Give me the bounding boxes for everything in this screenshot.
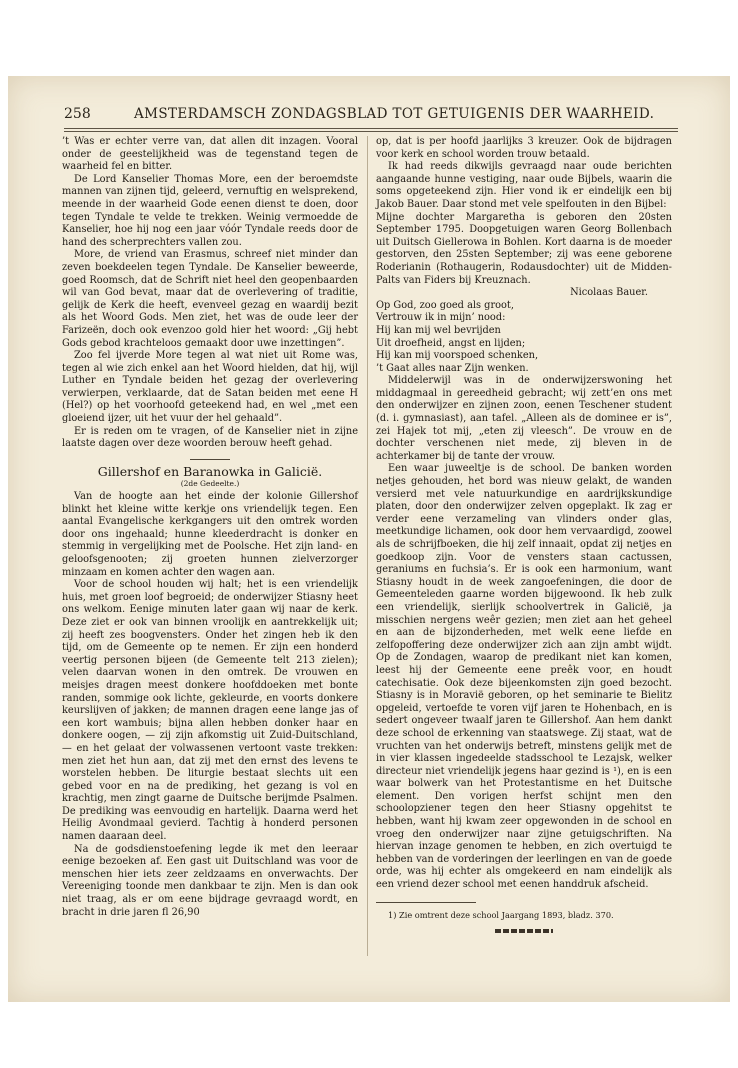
- paragraph: Na de godsdienstoefening legde ik met den leeraar eenige bezoeken af. Een gast uit Duitschland was voor de menschen hier iets zeer zeldzaams en onverwachts. Der Vereeniging toonde men dankbaar te zijn. Men is dan ook niet traag, als er om eene bijdrage gevraagd wordt, en bracht in drie jaren fl 26,90: [62, 843, 358, 918]
- paragraph: Middelerwijl was in de onderwijzerswoning het middagmaal in gereedheid gebracht; wij zett’en ons met den onderwijzer en zijnen zoon, eenen Teschener student (d. i. gymnasiast), aan tafel. „Alleen als de dominee er is”, zei Hajek tot mij, „eten zij vleesch”. De vrouw en de dochter verschenen niet mede, zij bleven in de achterkamer bij de tante der vrouw.: [376, 375, 672, 462]
- paragraph: ’t Was er echter verre van, dat allen dit inzagen. Vooral onder de geestelijkheid was de tegenstand tegen de waarheid fel en bitter.: [62, 136, 358, 173]
- end-ornament: [495, 929, 553, 933]
- poem-line: ’t Gaat alles naar Zijn wenken.: [376, 362, 529, 374]
- poem-line: Hij kan mij voorspoed schenken,: [376, 350, 539, 362]
- right-column: [376, 136, 672, 933]
- header-rule-thin: [64, 131, 678, 132]
- header-rule: [64, 128, 678, 129]
- paragraph: op, dat is per hoofd jaarlijks 3 kreuzer. Ook de bijdragen voor kerk en school worden trouw betaald.: [376, 136, 672, 160]
- poem-line: Uit droefheid, angst en lijden;: [376, 337, 526, 349]
- footnote: 1) Zie omtrent deze school Jaargang 1893, bladz. 370.: [388, 909, 614, 920]
- paragraph: Ik had reeds dikwijls gevraagd naar oude berichten aangaande hunne vestiging, naar oude Bijbels, waarin die soms opgeteekend zijn. Hier vond ik er eindelijk een bij Jakob Bauer. Daar stond met vele spelfouten in den Bijbel:: [376, 161, 672, 210]
- inscription-signature: Nicolaas Bauer.: [570, 287, 648, 299]
- paragraph: Zoo fel ijverde More tegen al wat niet uit Rome was, tegen al wie zich enkel aan het Woord hielden, dat hij, wijl Luther en Tyndale beiden het gezag der overlevering verwierpen, verklaarde, dat de Satan beiden met eene H (Hel?) op het voorhoofd geteekend had, en wel „met een gloeiend ijzer, uit het vuur der hel gehaald”.: [62, 350, 358, 425]
- page-title: AMSTERDAMSCH ZONDAGSBLAD TOT GETUIGENIS DER WAARHEID.: [134, 106, 655, 122]
- paragraph: More, de vriend van Erasmus, schreef niet minder dan zeven boekdeelen tegen Tyndale. De Kanselier beweerde, goed Roomsch, dat de Schrift niet heel den geopenbaarden wil van God bevat, maar dat de overlevering of traditie, gelijk de Kerk die heeft, evenveel gezag en waardij bezit als het Woord Gods. Men ziet, het was de oude leer der Farizeën, doch ook evenzoo gold hier het woord: „Gij hebt Gods gebod krachteloos gemaakt door uwe inzettingen”.: [62, 249, 358, 349]
- poem-line: Vertrouw ik in mijn’ nood:: [376, 312, 506, 324]
- page-sheet: [8, 76, 730, 1002]
- paragraph: Er is reden om te vragen, of de Kanselier niet in zijne laatste dagen over deze woorden berouw heeft gehad.: [62, 425, 358, 450]
- paragraph: Van de hoogte aan het einde der kolonie Gillershof blinkt het kleine witte kerkje ons vriendelijk tegen. Een aantal Evangelische kerkgangers uit den omtrek worden door ons ingehaald; hunne kleederdracht is donker en stemmig in vergelijking met de Poolsche. Het zijn land- en geloofsgenooten; zij groeten hunnen zielverzorger minzaam en komen achter den wagen aan.: [62, 491, 358, 578]
- page-number: 258: [64, 106, 91, 122]
- paragraph: De Lord Kanselier Thomas More, een der beroemdste mannen van zijnen tijd, geleerd, vernuftig en welsprekend, meende in der waarheid Gode eenen dienst te doen, door tegen Tyndale te velde te trekken. Weinig vermoedde de Kanselier, hoe hij nog een jaar vóór Tyndale reeds door de hand des scherprechters vallen zou.: [62, 173, 358, 248]
- bible-inscription: Mijne dochter Margaretha is geboren den 20sten September 1795. Doopgetuigen waren Georg Bollenbach uit Duitsch Giellerowa in Bohlen. Kort daarna is de moeder gestorven, den 25sten September; zij was eene geborene Roderianin (Rothaugerin, Rodausdochter) uit de Midden-Palts van Fiders bij Kreuznach.: [376, 211, 672, 286]
- footnote-rule: [376, 902, 476, 903]
- poem-line: Op God, zoo goed als groot,: [376, 299, 514, 311]
- section-divider: [190, 459, 230, 460]
- hymn-verse: [376, 300, 672, 376]
- paragraph: Voor de school houden wij halt; het is een vriendelijk huis, met groen loof begroeid; de onderwijzer Stiasny heet ons welkom. Eenige minuten later gaan wij naar de kerk. Deze ziet er ook van binnen vroolijk en aantrekkelijk uit; zij heeft zes boogvensters. Onder het zingen heb ik den tijd, om de Gemeente op te nemen. Er zijn een honderd veertig personen bijeen (de Gemeente telt 213 zielen); velen daarvan wonen in den omtrek. De vrouwen en meisjes dragen meest donkere hoofddoeken met bonte randen, sommige ook lichte, gekleurde, en voorts donkere keurslijven of jakken; de mannen dragen eene lange jas of een kort wambuis; bijna allen hebben donker haar en donkere oogen, — zij zijn afkomstig uit Zuid-Duitschland, — en het gelaat der volwassenen vertoont vaste trekken: men ziet het hun aan, dat zij met den ernst des levens te worstelen hebben. De liturgie bestaat slechts uit een gebed voor en na de prediking, het gezang is vol en krachtig, men zingt gaarne de Duitsche berijmde Psalmen. De prediking was eenvoudig en hartelijk. Daarna werd het Heilig Avondmaal gevierd. Tachtig à honderd personen namen daaraan deel.: [62, 579, 358, 843]
- article-title: Gillershof en Baranowka in Galicië.: [97, 463, 323, 479]
- paragraph: Een waar juweeltje is de school. De banken worden netjes gehouden, het bord was nieuw gelakt, de wanden versierd met vele natuurkundige en aardrijkskundige platen, door den onderwijzer zelven opgeplakt. Ik zag er verder eene verzameling van vlinders onder glas, meetkundige lichamen, ook door hem vervaardigd, zoowel als de schrijfboeken, die hij zelf innaait, opdat zij netjes en goedkoop zijn. Voor de vensters staan cactussen, geraniums en fuchsia’s. Er is ook een harmonium, want Stiasny houdt in de week zangoefeningen, die door de Gemeenteleden gaarne worden bijgewoond. Ik heb zulk een vriendelijk, sierlijk schoolvertrek in Galicië, ja misschien nergens weêr gezien; men ziet aan het geheel en aan de bijzonderheden, met welk eene liefde en zelfopoffering deze onderwijzer zich aan zijn ambt wijdt. Op de Zondagen, waarop de predikant niet kan komen, leest hij der Gemeente eene preêk voor, en houdt catechisatie. Ook deze bijeenkomsten zijn goed bezocht. Stiasny is in Moravië geboren, op het seminarie te Bielitz opgeleid, vertoefde te voren vijf jaren te Hohenbach, en is sedert ongeveer twaalf jaren te Gillershof. Aan hem dankt deze school de erkenning van staatswege. Zij staat, wat de vruchten van het onderwijs betreft, minstens gelijk met de in vier klassen ingedeelde stadsschool te Lezajsk, welker directeur niet vriendelijk jegens haar gezind is ¹), en is een waar bolwerk van het Protestantisme en het Duitsche element. Den vorigen herfst schijnt men den schoolopziener tegen den heer Stiasny opgehitst te hebben, want hij kwam zeer opgewonden in de school en vroeg den onderwijzer naar zijne getuigschriften. Na hiervan inzage genomen te hebben, en zich overtuigd te hebben van de vorderingen der leerlingen en van de goede orde, was hij echter als omgekeerd en nam eindelijk als een vriend dezer school met eenen handdruk afscheid.: [376, 463, 672, 891]
- column-divider: [367, 136, 368, 956]
- page-header: [64, 106, 676, 124]
- left-column: [62, 136, 358, 919]
- article-subtitle: (2de Gedeelte.): [180, 479, 240, 489]
- poem-line: Hij kan mij wel bevrijden: [376, 324, 501, 336]
